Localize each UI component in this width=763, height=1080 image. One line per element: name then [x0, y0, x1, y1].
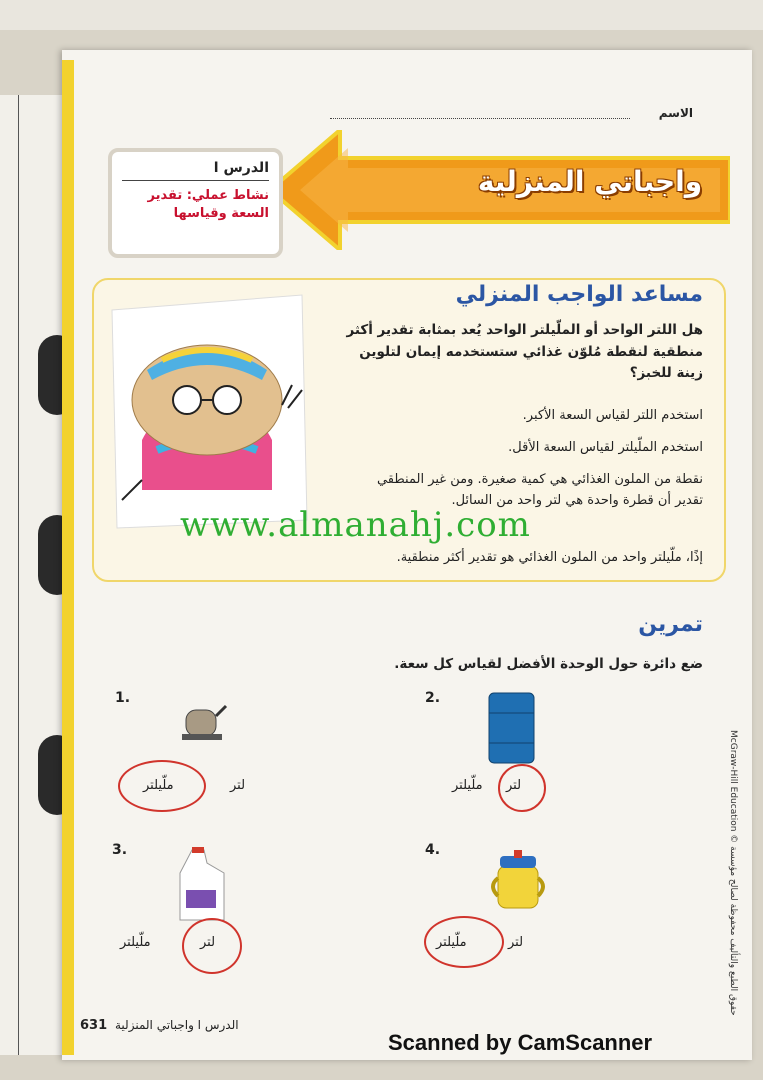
name-field	[330, 118, 630, 119]
item-number: 4.	[425, 842, 441, 858]
answer-ml[interactable]: ملّيلتر	[452, 778, 483, 793]
lesson-box	[108, 148, 283, 258]
lesson-number: الدرس ا	[122, 160, 269, 181]
item-number: 2.	[425, 690, 441, 706]
yellow-margin-bar	[62, 60, 74, 1055]
page-title: واجباتي المنزلية	[477, 165, 703, 198]
practice-instruction: ضع دائرة حول الوحدة الأفضل لقياس كل سعة.	[394, 656, 703, 672]
scanner-watermark: Scanned by CamScanner	[388, 1030, 653, 1055]
copyright-side-text	[728, 730, 748, 1016]
answer-ml[interactable]: ملّيلتر	[436, 935, 467, 950]
helper-question: هل اللتر الواحد أو الملّيلتر الواحد يُعد بمثابة تقدير أكثر منطقية لنقطة مُلوّن غذائي ستستخدمه إيمان لتلوين زينة للخبز؟	[346, 322, 703, 382]
answer-ml[interactable]: ملّيلتر	[143, 778, 174, 793]
sippy-cup-icon	[488, 848, 548, 913]
answer-circle	[498, 764, 546, 812]
helper-line-2: استخدم الملّيلتر لقياس السعة الأقل.	[508, 440, 703, 455]
answer-circle	[424, 916, 504, 968]
footer-lesson-text: الدرس ا واجباتي المنزلية	[115, 1018, 239, 1032]
item-number: 3.	[112, 842, 128, 858]
watermark: www.almanahj.com	[180, 505, 531, 545]
pencil-sharpener-icon	[178, 698, 228, 743]
answer-liter[interactable]: لتر	[200, 935, 216, 950]
copyright-text: McGraw-Hill Education © حقوق الطبع والتأليف محفوظة لصالح مؤسسة	[728, 730, 738, 1016]
name-label: الاسم	[658, 106, 693, 120]
lesson-title: نشاط عملي: تقدير السعة وقياسها	[147, 188, 269, 222]
item-number: 1.	[115, 690, 131, 706]
background-strip	[0, 0, 763, 30]
answer-liter[interactable]: لتر	[230, 778, 246, 793]
answer-ml[interactable]: ملّيلتر	[120, 935, 151, 950]
milk-jug-icon	[172, 845, 232, 925]
answer-circle	[182, 918, 242, 974]
page-number: 631	[80, 1018, 108, 1033]
practice-title: تمرين	[638, 612, 703, 637]
helper-line-4: إذًا، ملّيلتر واحد من الملون الغذائي هو تقدير أكثر منطقية.	[396, 550, 703, 565]
answer-liter[interactable]: لتر	[508, 935, 524, 950]
answer-liter[interactable]: لتر	[506, 778, 522, 793]
helper-line-3: نقطة من الملون الغذائي هي كمية صغيرة. ومن غير المنطقي تقدير أن قطرة واحدة هي لتر واحد من السائل.	[376, 472, 703, 508]
barrel-icon	[484, 688, 539, 768]
helper-title: مساعد الواجب المنزلي	[455, 282, 703, 307]
helper-line-1: استخدم اللتر لقياس السعة الأكبر.	[522, 408, 703, 423]
bread-character-illustration	[102, 290, 312, 530]
back-paper-sheet	[0, 95, 71, 1055]
answer-circle	[118, 760, 206, 812]
